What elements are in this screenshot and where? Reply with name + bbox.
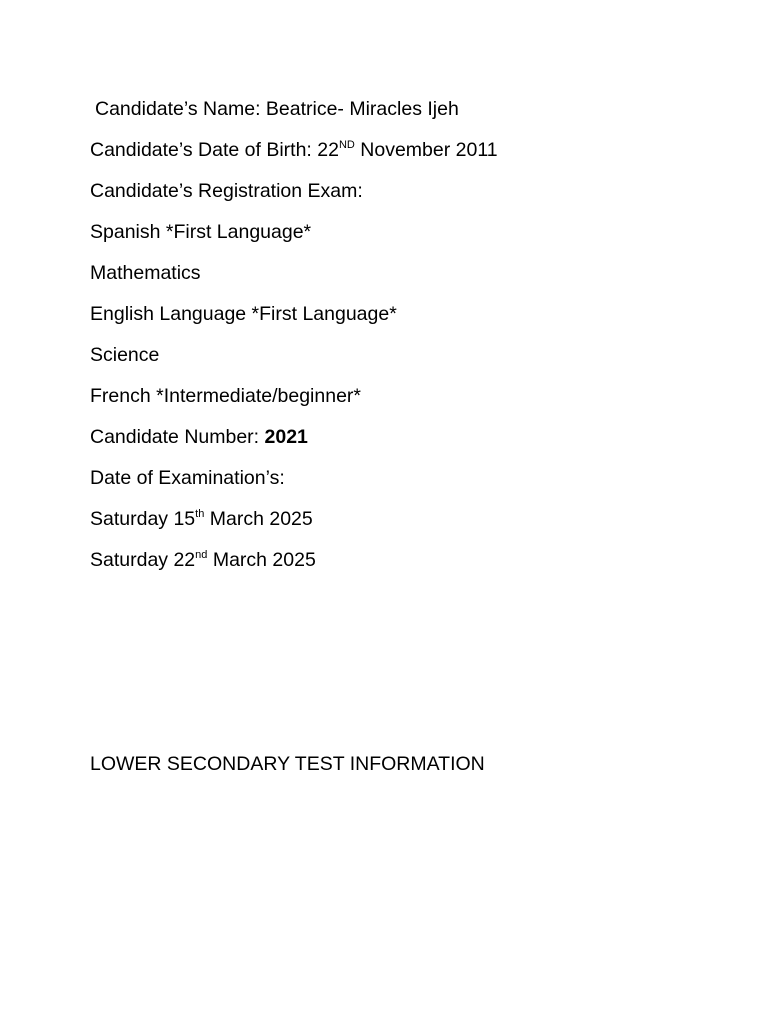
- subject-spanish: Spanish *First Language*: [90, 221, 312, 243]
- exam-date-1-prefix: Saturday 15: [90, 508, 196, 530]
- candidate-name-text: Candidate’s Name: Beatrice- Miracles Ijeh: [95, 98, 459, 120]
- exam-date-2-rest: March 2025: [207, 549, 316, 571]
- candidate-number-line: [90, 424, 308, 450]
- candidate-name-line: [95, 96, 459, 122]
- subject-science: Science: [90, 344, 160, 366]
- subject-mathematics: Mathematics: [90, 262, 201, 284]
- examination-dates-label: Date of Examination’s:: [90, 467, 285, 489]
- exam-date-1-ordinal: th: [195, 508, 205, 520]
- subject-item: [90, 301, 397, 327]
- subject-english: English Language *First Language*: [90, 303, 397, 325]
- examination-date-item: [90, 547, 316, 573]
- date-of-birth-rest: November 2011: [354, 139, 498, 161]
- subject-item: [90, 260, 201, 286]
- registration-exam-label: Candidate’s Registration Exam:: [90, 180, 363, 202]
- date-of-birth-line: [90, 137, 498, 163]
- candidate-number-value: 2021: [264, 426, 308, 448]
- date-of-birth-ordinal: ND: [338, 139, 355, 151]
- footer-heading: LOWER SECONDARY TEST INFORMATION: [90, 753, 485, 775]
- examination-dates-heading: [90, 465, 285, 491]
- candidate-number-label: Candidate Number:: [90, 426, 265, 448]
- subject-item: [90, 219, 311, 245]
- date-of-birth-prefix: Candidate’s Date of Birth: 22: [90, 139, 339, 161]
- exam-date-2-prefix: Saturday 22: [90, 549, 196, 571]
- exam-date-2-ordinal: nd: [195, 549, 208, 561]
- subject-french: French *Intermediate/beginner*: [90, 385, 361, 407]
- exam-date-1-rest: March 2025: [204, 508, 313, 530]
- subject-item: [90, 342, 159, 368]
- examination-date-item: [90, 506, 313, 532]
- subject-item: [90, 383, 361, 409]
- registration-exam-line: [90, 178, 363, 204]
- footer-heading-line: [90, 751, 485, 777]
